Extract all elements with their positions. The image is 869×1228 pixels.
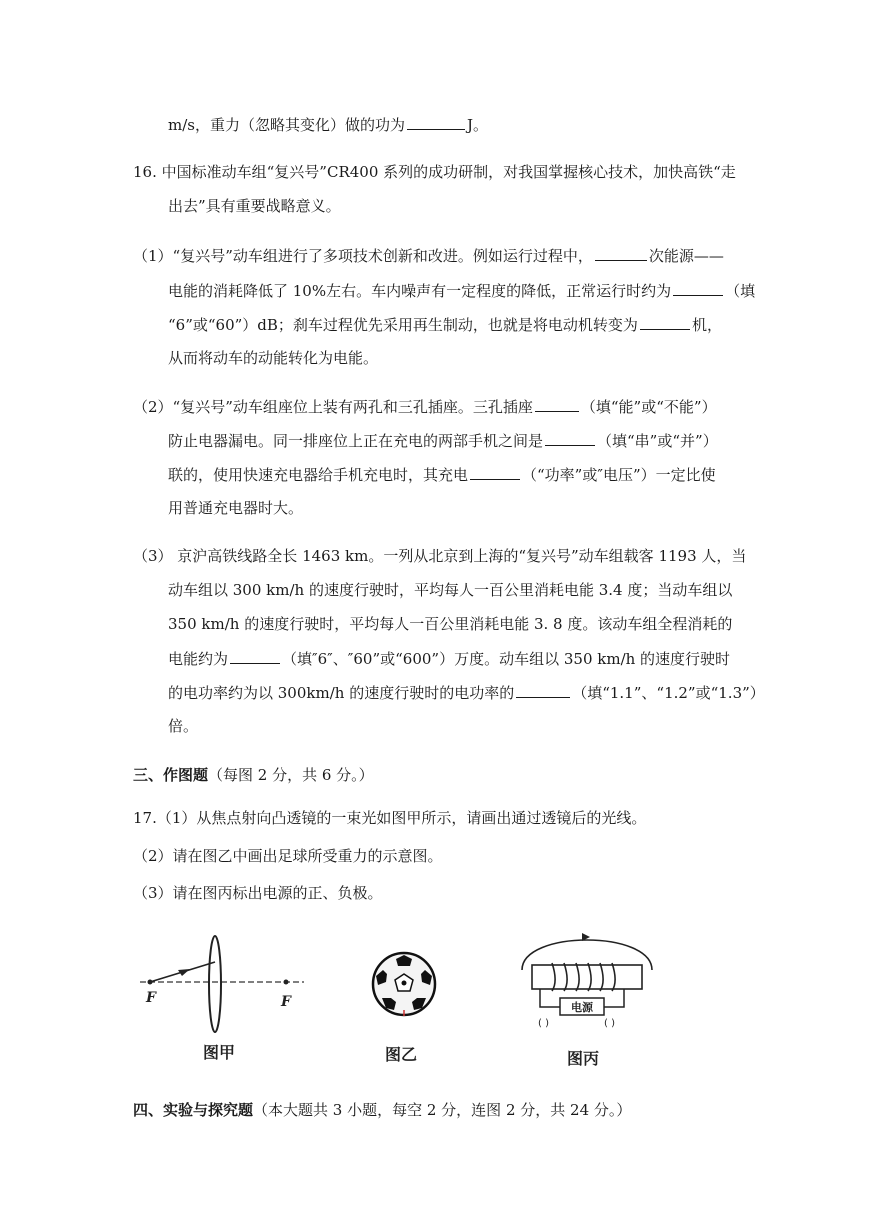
figure-bing-caption: 图丙 (567, 1049, 600, 1068)
focus-label-right: F (281, 994, 291, 1010)
wire-right (604, 989, 624, 1007)
q17-line2: （2）请在图乙中画出足球所受重力的示意图。 (133, 847, 443, 865)
q16-stem-line2: 出去”具有重要战略意义。 (168, 197, 341, 215)
q16-p1-line1 (133, 245, 724, 266)
text: 的电功率约为以 300km/h 的速度行驶时的电功率的 (168, 684, 515, 702)
power-supply-label: 电源 (571, 1001, 593, 1014)
focus-label-left: F (146, 990, 156, 1006)
focus-point-right (284, 980, 289, 985)
text: （“功率”或″电压”）一定比使 (522, 466, 716, 484)
section-title: 三、作图题 (133, 766, 209, 784)
text: m/s，重力（忽略其变化）做的功为 (168, 116, 405, 134)
figure-yi-soccer-ball[interactable] (370, 950, 440, 1020)
q16-p1-line4: 从而将动车的动能转化为电能。 (168, 349, 379, 367)
text: 次能源—— (648, 247, 724, 265)
text: （填“1.1”、“1.2”或“1.3”） (572, 684, 765, 702)
answer-blank[interactable] (230, 648, 280, 664)
arrow-icon (178, 969, 190, 976)
section-note: （本大题共 3 小题，每空 2 分，连图 2 分，共 24 分。） (253, 1101, 632, 1119)
answer-blank[interactable] (673, 280, 723, 296)
section4-heading (133, 1100, 631, 1120)
text: （填“能”或“不能”） (580, 398, 717, 416)
wire-left (540, 989, 560, 1007)
answer-blank[interactable] (535, 396, 579, 412)
q16-p3-line6: 倍。 (168, 717, 199, 735)
pole-bracket-left[interactable]: ( ) (538, 1018, 549, 1029)
answer-blank[interactable] (545, 430, 595, 446)
q16-p2-line2 (168, 430, 718, 451)
pole-bracket-right[interactable]: ( ) (604, 1018, 615, 1029)
text: 电能的消耗降低了 10%左右。车内噪声有一定程度的降低，正常运行时约为 (168, 282, 672, 300)
q16-stem-line1: 16. 中国标准动车组“复兴号”CR400 系列的成功研制，对我国掌握核心技术，加快高铁“走 (133, 163, 736, 181)
text: （填“串”或“并”） (597, 432, 718, 450)
convex-lens (209, 936, 221, 1032)
section3-heading (133, 765, 374, 785)
text: 联的，使用快速充电器给手机充电时，其充电 (168, 466, 469, 484)
text: “6”或“60”）dB；刹车过程优先采用再生制动，也就是将电动机转变为 (168, 316, 638, 334)
q16-p3-line2: 动车组以 300 km/h 的速度行驶时，平均每人一百公里消耗电能 3.4 度；当动车组以 (168, 581, 733, 599)
section-title: 四、实验与探究题 (133, 1101, 254, 1119)
focus-point-left (148, 980, 153, 985)
q16-p1-line3 (168, 314, 722, 335)
text: 防止电器漏电。同一排座位上正在充电的两部手机之间是 (168, 432, 544, 450)
answer-blank[interactable] (640, 314, 690, 330)
q16-p3-line1: （3） 京沪高铁线路全长 1463 km。一列从北京到上海的“复兴号”动车组载客 1193 人，当 (133, 547, 747, 565)
text: J。 (466, 116, 488, 134)
q16-p3-line5 (168, 682, 765, 703)
section-note: （每图 2 分，共 6 分。） (208, 766, 374, 784)
q17-line3: （3）请在图丙标出电源的正、负极。 (133, 884, 383, 902)
solenoid-core (532, 965, 642, 989)
q16-p1-line2 (168, 280, 755, 301)
text: 电能约为 (168, 650, 229, 668)
figure-yi-caption: 图乙 (385, 1045, 418, 1064)
q17-line1: 17.（1）从焦点射向凸透镜的一束光如图甲所示，请画出通过透镜后的光线。 (133, 809, 647, 827)
text: （填″6″、″60”或“600”）万度。动车组以 350 km/h 的速度行驶时 (282, 650, 731, 668)
text: （填 (725, 282, 756, 300)
text: （2）“复兴号”动车组座位上装有两孔和三孔插座。三孔插座 (133, 398, 533, 416)
q16-p2-line4: 用普通充电器时大。 (168, 499, 304, 517)
q16-p2-line3 (168, 464, 716, 485)
answer-blank[interactable] (516, 682, 570, 698)
q16-p3-line4 (168, 648, 730, 669)
answer-blank[interactable] (470, 464, 520, 480)
figure-jia-caption: 图甲 (203, 1043, 236, 1062)
ball-center-dot (402, 981, 407, 986)
q16-p2-line1 (133, 396, 717, 417)
figure-jia-lens-diagram[interactable] (138, 930, 308, 1040)
text: 机， (691, 316, 722, 334)
figure-bing-solenoid[interactable] (512, 925, 662, 1040)
answer-blank[interactable] (407, 114, 465, 130)
answer-blank[interactable] (595, 245, 647, 261)
text: （1）“复兴号”动车组进行了多项技术创新和改进。例如运行过程中， (133, 247, 593, 265)
q16-p3-line3: 350 km/h 的速度行驶时，平均每人一百公里消耗电能 3. 8 度。该动车组全程消耗的 (168, 615, 733, 633)
q15-tail-line (168, 114, 488, 135)
